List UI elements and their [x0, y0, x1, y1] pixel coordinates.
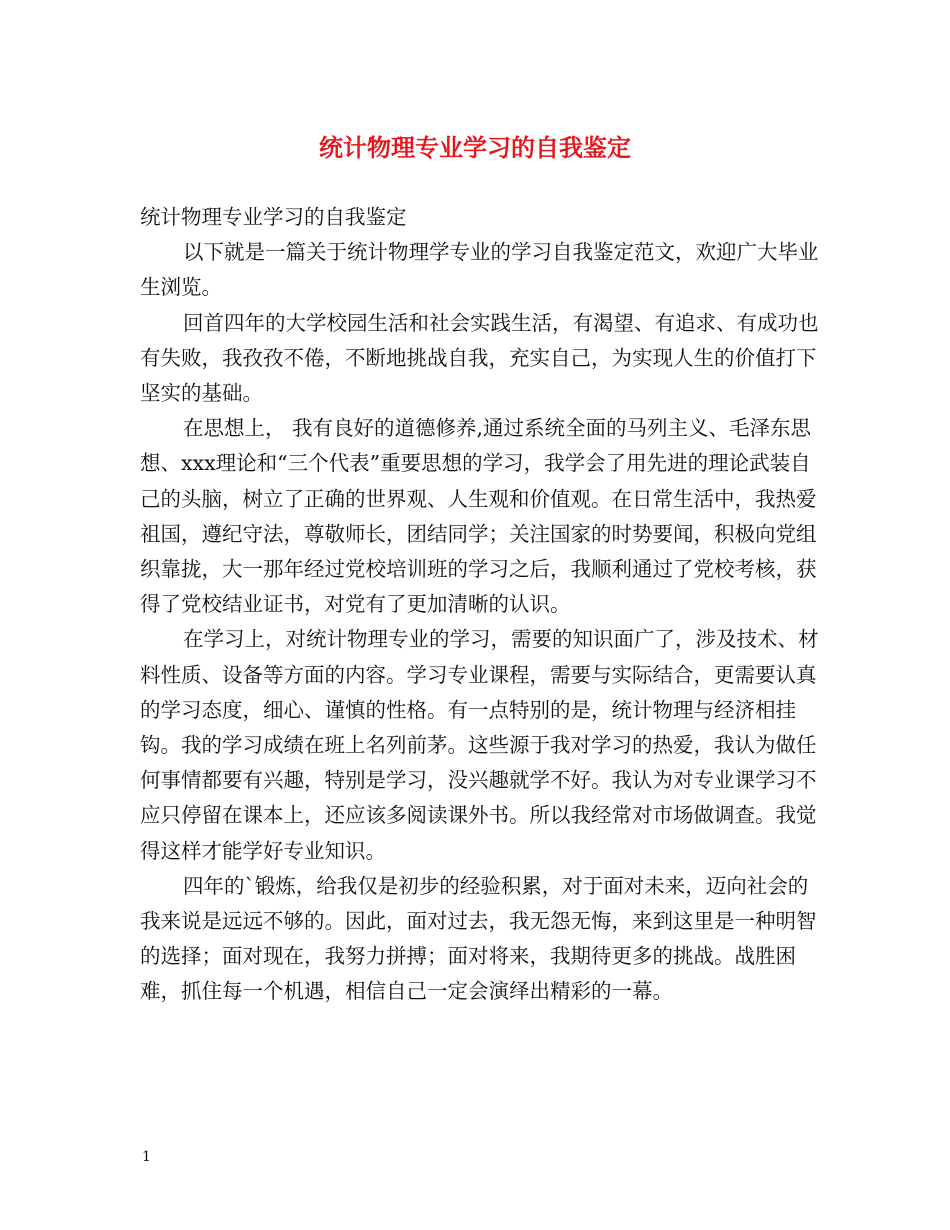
paragraph-study: 在学习上，对统计物理专业的学习，需要的知识面广了，涉及技术、材料性质、设备等方面的内容。学习专业课程，需要与实际结合，更需要认真的学习态度，细心、谨慎的性格。有一点特别的是，统计物理与经济相挂钩。我的学习成绩在班上名列前茅。这些源于我对学习的热爱，我认为做任何事情都要有兴趣，特别是学习，没兴趣就学不好。我认为对专业课学习不应只停留在课本上，还应该多阅读课外书。所以我经常对市场做调查。我觉得这样才能学好专业知识。 — [140, 627, 819, 863]
document-body — [140, 200, 820, 1010]
document-subtitle: 统计物理专业学习的自我鉴定 — [140, 205, 407, 229]
paragraph-intro: 以下就是一篇关于统计物理学专业的学习自我鉴定范文，欢迎广大毕业生浏览。 — [140, 240, 819, 300]
page-number: 1 — [142, 1149, 151, 1165]
paragraph-conclusion: 四年的`锻炼，给我仅是初步的经验积累，对于面对未来，迈向社会的我来说是远远不够的。因此，面对过去，我无怨无悔，来到这里是一种明智的选择；面对现在，我努力拼搏；面对将来，我期待更多的挑战。战胜困难，抓住每一个机遇，相信自己一定会演绎出精彩的一幕。 — [140, 873, 817, 1004]
paragraph-ideology: 在思想上， 我有良好的道德修养,通过系统全面的马列主义、毛泽东思想、xxx理论和“三个代表”重要思想的学习，我学会了用先进的理论武装自己的头脑，树立了正确的世界观、人生观和价值观。在日常生活中，我热爱祖国，遵纪守法，尊敬师长，团结同学；关注国家的时势要闻，积极向党组织靠拢，大一那年经过党校培训班的学习之后，我顺利通过了党校考核，获得了党校结业证书，对党有了更加清晰的认识。 — [140, 416, 817, 617]
paragraph-review: 回首四年的大学校园生活和社会实践生活，有渴望、有追求、有成功也有失败，我孜孜不倦，不断地挑战自我，充实自己，为实现人生的价值打下坚实的基础。 — [140, 310, 819, 406]
page-title: 统计物理专业学习的自我鉴定 — [319, 133, 631, 162]
